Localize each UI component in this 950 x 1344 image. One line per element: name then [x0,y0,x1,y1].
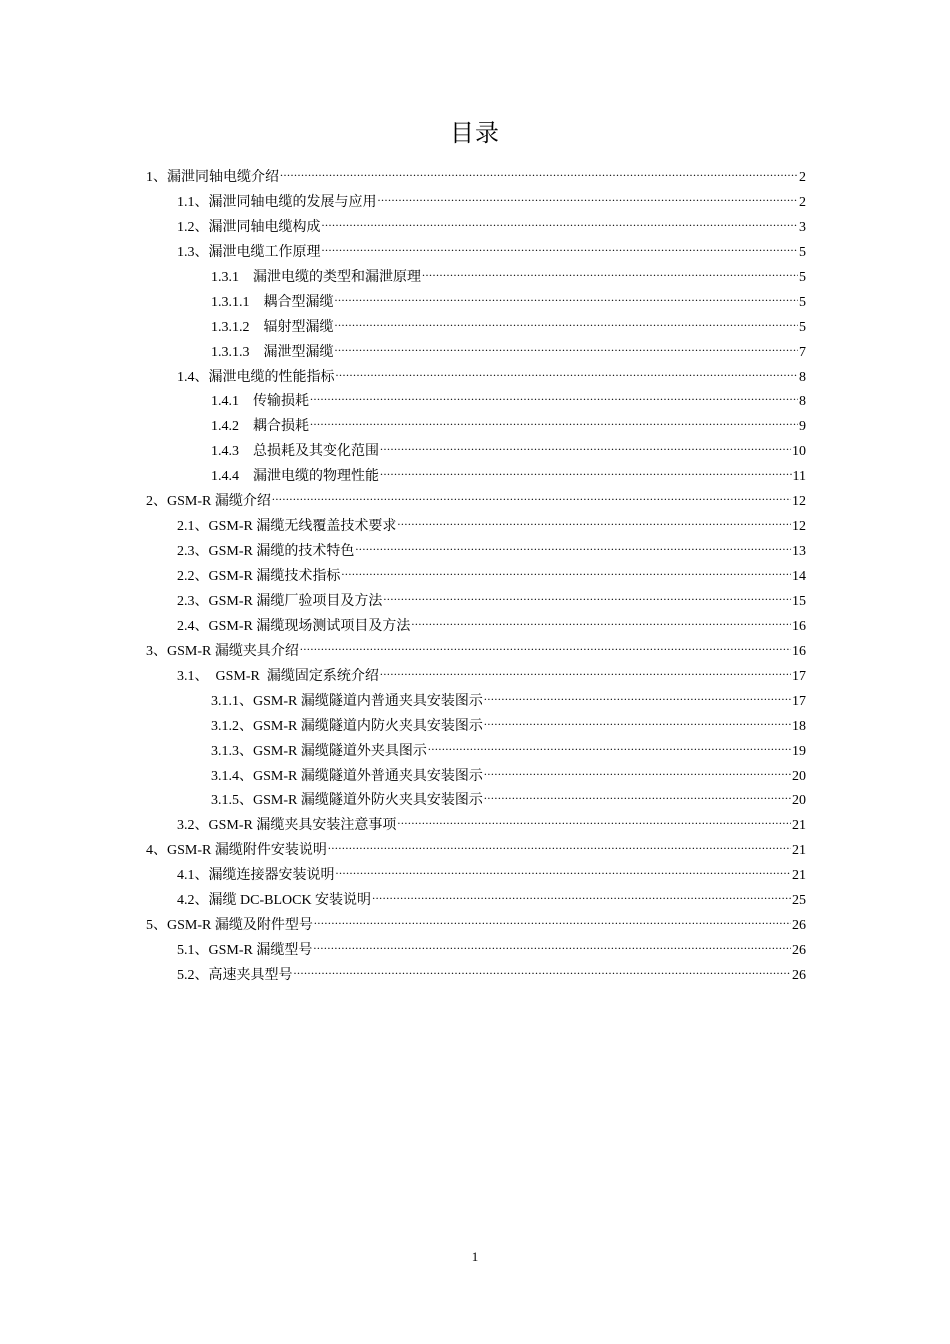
toc-entry-page: 12 [792,519,806,535]
toc-entry-page: 21 [792,868,806,884]
toc-dot-leader [428,741,791,755]
toc-entry-page: 10 [792,444,806,460]
toc-dot-leader [328,840,791,854]
toc-entry-number: 1、 [146,170,167,185]
toc-dot-leader [397,516,791,530]
toc-entry[interactable] [146,191,806,216]
toc-entry-number: 2.4、 [177,618,209,634]
toc-entry-number: 3.1.4、 [211,768,253,784]
toc-entry-label: 漏泄电缆的类型和漏泄原理 [253,269,421,285]
toc-dot-leader [313,940,791,954]
toc-entry-number: 1.3.1.2 [211,319,264,335]
toc-entry[interactable] [146,565,806,590]
toc-entry[interactable] [146,740,806,765]
toc-entry-number: 4.1、 [177,868,209,884]
toc-entry[interactable] [146,341,806,366]
toc-entry-number: 3.1.5、 [211,793,253,809]
toc-entry-label: 辐射型漏缆 [263,319,334,335]
toc-entry-number: 2.3、 [177,593,209,609]
toc-dot-leader [336,367,799,381]
toc-dot-leader [372,890,791,904]
toc-entry-page: 16 [792,643,806,659]
toc-entry-page: 5 [799,319,806,335]
toc-entry-page: 15 [792,593,806,609]
toc-dot-leader [378,192,799,206]
toc-dot-leader [272,491,791,505]
toc-entry-number: 5.1、 [177,943,209,959]
toc-entry-label: GSM-R 漏缆夹具安装注意事项 [208,818,397,834]
toc-dot-leader [314,915,791,929]
page-number: 1 [471,1249,479,1264]
toc-entry-label: GSM-R 漏缆夹具介绍 [167,643,299,659]
toc-entry-label: GSM-R 漏缆隧道外普通夹具安装图示 [253,768,483,784]
toc-entry-label: 漏泄同轴电缆的发展与应用 [208,194,377,210]
toc-entry-page: 17 [792,668,806,684]
toc-entry-label: GSM-R 漏缆技术指标 [208,569,341,584]
toc-entry[interactable] [146,465,806,490]
toc-dot-leader [322,217,799,231]
toc-entry[interactable] [146,814,806,839]
toc-entry-label: GSM-R 漏缆固定系统介绍 [215,668,379,684]
toc-entry-label: GSM-R 漏缆隧道内防火夹具安装图示 [253,718,483,734]
toc-entry-label: 耦合损耗 [253,419,309,435]
toc-entry-page: 19 [792,743,806,759]
toc-entry-label: GSM-R 漏缆介绍 [167,494,271,510]
toc-entry-page: 21 [792,843,806,859]
toc-entry-number: 2.1、 [177,519,209,535]
toc-entry-page: 16 [792,618,806,634]
toc-entry-page: 18 [792,718,806,734]
toc-entry-number: 3.1.2、 [211,718,253,734]
toc-dot-leader [294,965,792,979]
toc-entry-number: 1.3.1 [211,269,253,285]
toc-dot-leader [341,566,791,580]
toc-dot-leader [300,641,791,655]
toc-entry[interactable] [146,366,806,391]
toc-entry-number: 1.3.1.1 [211,294,264,310]
toc-entry[interactable] [146,889,806,914]
toc-entry[interactable] [146,390,806,415]
toc-entry-label: 漏缆连接器安装说明 [208,868,335,884]
toc-entry-page: 2 [799,170,806,185]
toc-dot-leader [335,317,799,331]
toc-entry-label: GSM-R 漏缆的技术特色 [208,544,355,560]
toc-entry-page: 17 [792,693,806,709]
toc-entry[interactable] [146,640,806,665]
toc-entry[interactable] [146,715,806,740]
toc-entry[interactable] [146,440,806,465]
toc-entry-label: GSM-R 漏缆现场测试项目及方法 [208,618,411,634]
toc-entry-number: 1.1、 [177,194,209,210]
toc-entry-label: GSM-R 漏缆及附件型号 [167,918,313,934]
toc-entry-number: 5.2、 [177,968,209,983]
toc-entry-number: 1.2、 [177,219,209,235]
toc-dot-leader [322,242,799,256]
toc-entry-label: GSM-R 漏缆隧道外夹具图示 [253,743,427,759]
toc-dot-leader [380,466,792,480]
toc-entry[interactable] [146,765,806,790]
toc-dot-leader [484,790,791,804]
toc-dot-leader [280,167,798,181]
toc-entry-page: 21 [792,818,806,834]
toc-entry-label: 高速夹具型号 [208,968,293,983]
table-of-contents [146,166,806,989]
toc-dot-leader [335,342,799,356]
toc-entry[interactable] [146,266,806,291]
toc-entry-label: 漏泄同轴电缆介绍 [167,170,279,185]
toc-entry-page: 3 [799,219,806,235]
toc-entry-page: 25 [792,893,806,909]
toc-entry-label: 漏泄电缆的性能指标 [208,369,335,385]
toc-entry-number: 1.4.3 [211,444,253,460]
toc-dot-leader [380,441,791,455]
toc-entry-number: 1.4、 [177,369,209,385]
toc-entry-page: 5 [799,294,806,310]
toc-entry-number: 1.4.4 [211,469,253,485]
toc-entry-label: 漏泄电缆的物理性能 [253,469,379,485]
toc-entry-number: 3.2、 [177,818,209,834]
toc-entry-label: GSM-R 漏缆无线覆盖技术要求 [208,519,397,535]
toc-dot-leader [383,591,791,605]
toc-entry-label: 漏泄同轴电缆构成 [208,219,321,235]
toc-entry-page: 8 [799,369,806,385]
toc-entry-page: 26 [792,943,806,959]
toc-entry[interactable] [146,789,806,814]
toc-entry-page: 7 [799,344,806,360]
toc-entry-number: 1.4.1 [211,394,253,410]
toc-dot-leader [484,691,791,705]
toc-entry[interactable] [146,690,806,715]
toc-dot-leader [411,616,791,630]
toc-entry[interactable] [146,590,806,615]
toc-entry-page: 20 [792,793,806,809]
toc-dot-leader [335,292,799,306]
toc-entry-label: 漏泄电缆工作原理 [208,244,321,260]
toc-entry-page: 13 [792,544,806,560]
toc-entry-number: 1.3.1.3 [211,344,264,360]
toc-entry-number: 3.1、 [177,668,216,684]
toc-entry-number: 3.1.1、 [211,693,253,709]
toc-entry[interactable] [146,166,806,191]
toc-entry[interactable] [146,316,806,341]
toc-entry[interactable] [146,490,806,515]
toc-entry[interactable] [146,939,806,964]
toc-entry-page: 26 [792,918,806,934]
toc-entry[interactable] [146,540,806,565]
toc-entry-number: 5、 [146,918,167,934]
toc-entry[interactable] [146,415,806,440]
toc-dot-leader [484,716,791,730]
toc-entry-number: 2、 [146,494,167,510]
toc-entry-page: 5 [799,269,806,285]
toc-entry[interactable] [146,839,806,864]
toc-entry-number: 2.3、 [177,544,209,560]
toc-dot-leader [355,541,791,555]
toc-entry-label: 漏泄型漏缆 [263,344,334,360]
toc-entry-page: 9 [799,419,806,435]
toc-entry-label: 总损耗及其变化范围 [253,444,379,460]
toc-entry[interactable] [146,665,806,690]
toc-dot-leader [397,815,791,829]
toc-entry-page: 11 [792,469,806,485]
toc-entry-number: 3、 [146,643,167,659]
toc-entry[interactable] [146,964,806,989]
toc-entry-label: 漏缆 DC-BLOCK 安装说明 [208,893,372,909]
toc-entry[interactable] [146,515,806,540]
toc-entry-page: 12 [792,494,806,510]
toc-entry-number: 1.3、 [177,244,209,260]
toc-dot-leader [422,267,798,281]
toc-entry-number: 4.2、 [177,893,209,909]
toc-dot-leader [484,766,791,780]
toc-dot-leader [380,666,791,680]
toc-entry[interactable] [146,914,806,939]
toc-entry-page: 8 [799,394,806,410]
toc-entry-label: GSM-R 漏缆厂验项目及方法 [208,593,383,609]
toc-entry-label: 耦合型漏缆 [263,294,334,310]
toc-entry-page: 2 [799,194,806,210]
toc-dot-leader [310,416,798,430]
toc-entry-number: 1.4.2 [211,419,253,435]
toc-entry-page: 5 [799,244,806,260]
toc-entry-label: GSM-R 漏缆隧道内普通夹具安装图示 [253,693,483,709]
toc-entry-number: 2.2、 [177,569,209,584]
toc-entry[interactable] [146,216,806,241]
toc-entry-number: 4、 [146,843,167,859]
toc-entry[interactable] [146,291,806,316]
toc-entry[interactable] [146,615,806,640]
toc-entry-label: GSM-R 漏缆型号 [208,943,313,959]
toc-entry[interactable] [146,241,806,266]
toc-entry-page: 20 [792,768,806,784]
toc-entry-page: 14 [792,569,806,584]
toc-entry[interactable] [146,864,806,889]
toc-entry-label: GSM-R 漏缆隧道外防火夹具安装图示 [253,793,483,809]
toc-title: 目录 [450,121,500,147]
toc-entry-label: GSM-R 漏缆附件安装说明 [167,843,327,859]
toc-entry-page: 26 [792,968,806,983]
toc-entry-number: 3.1.3、 [211,743,253,759]
toc-entry-label: 传输损耗 [253,394,309,410]
toc-dot-leader [310,391,798,405]
toc-dot-leader [336,865,792,879]
